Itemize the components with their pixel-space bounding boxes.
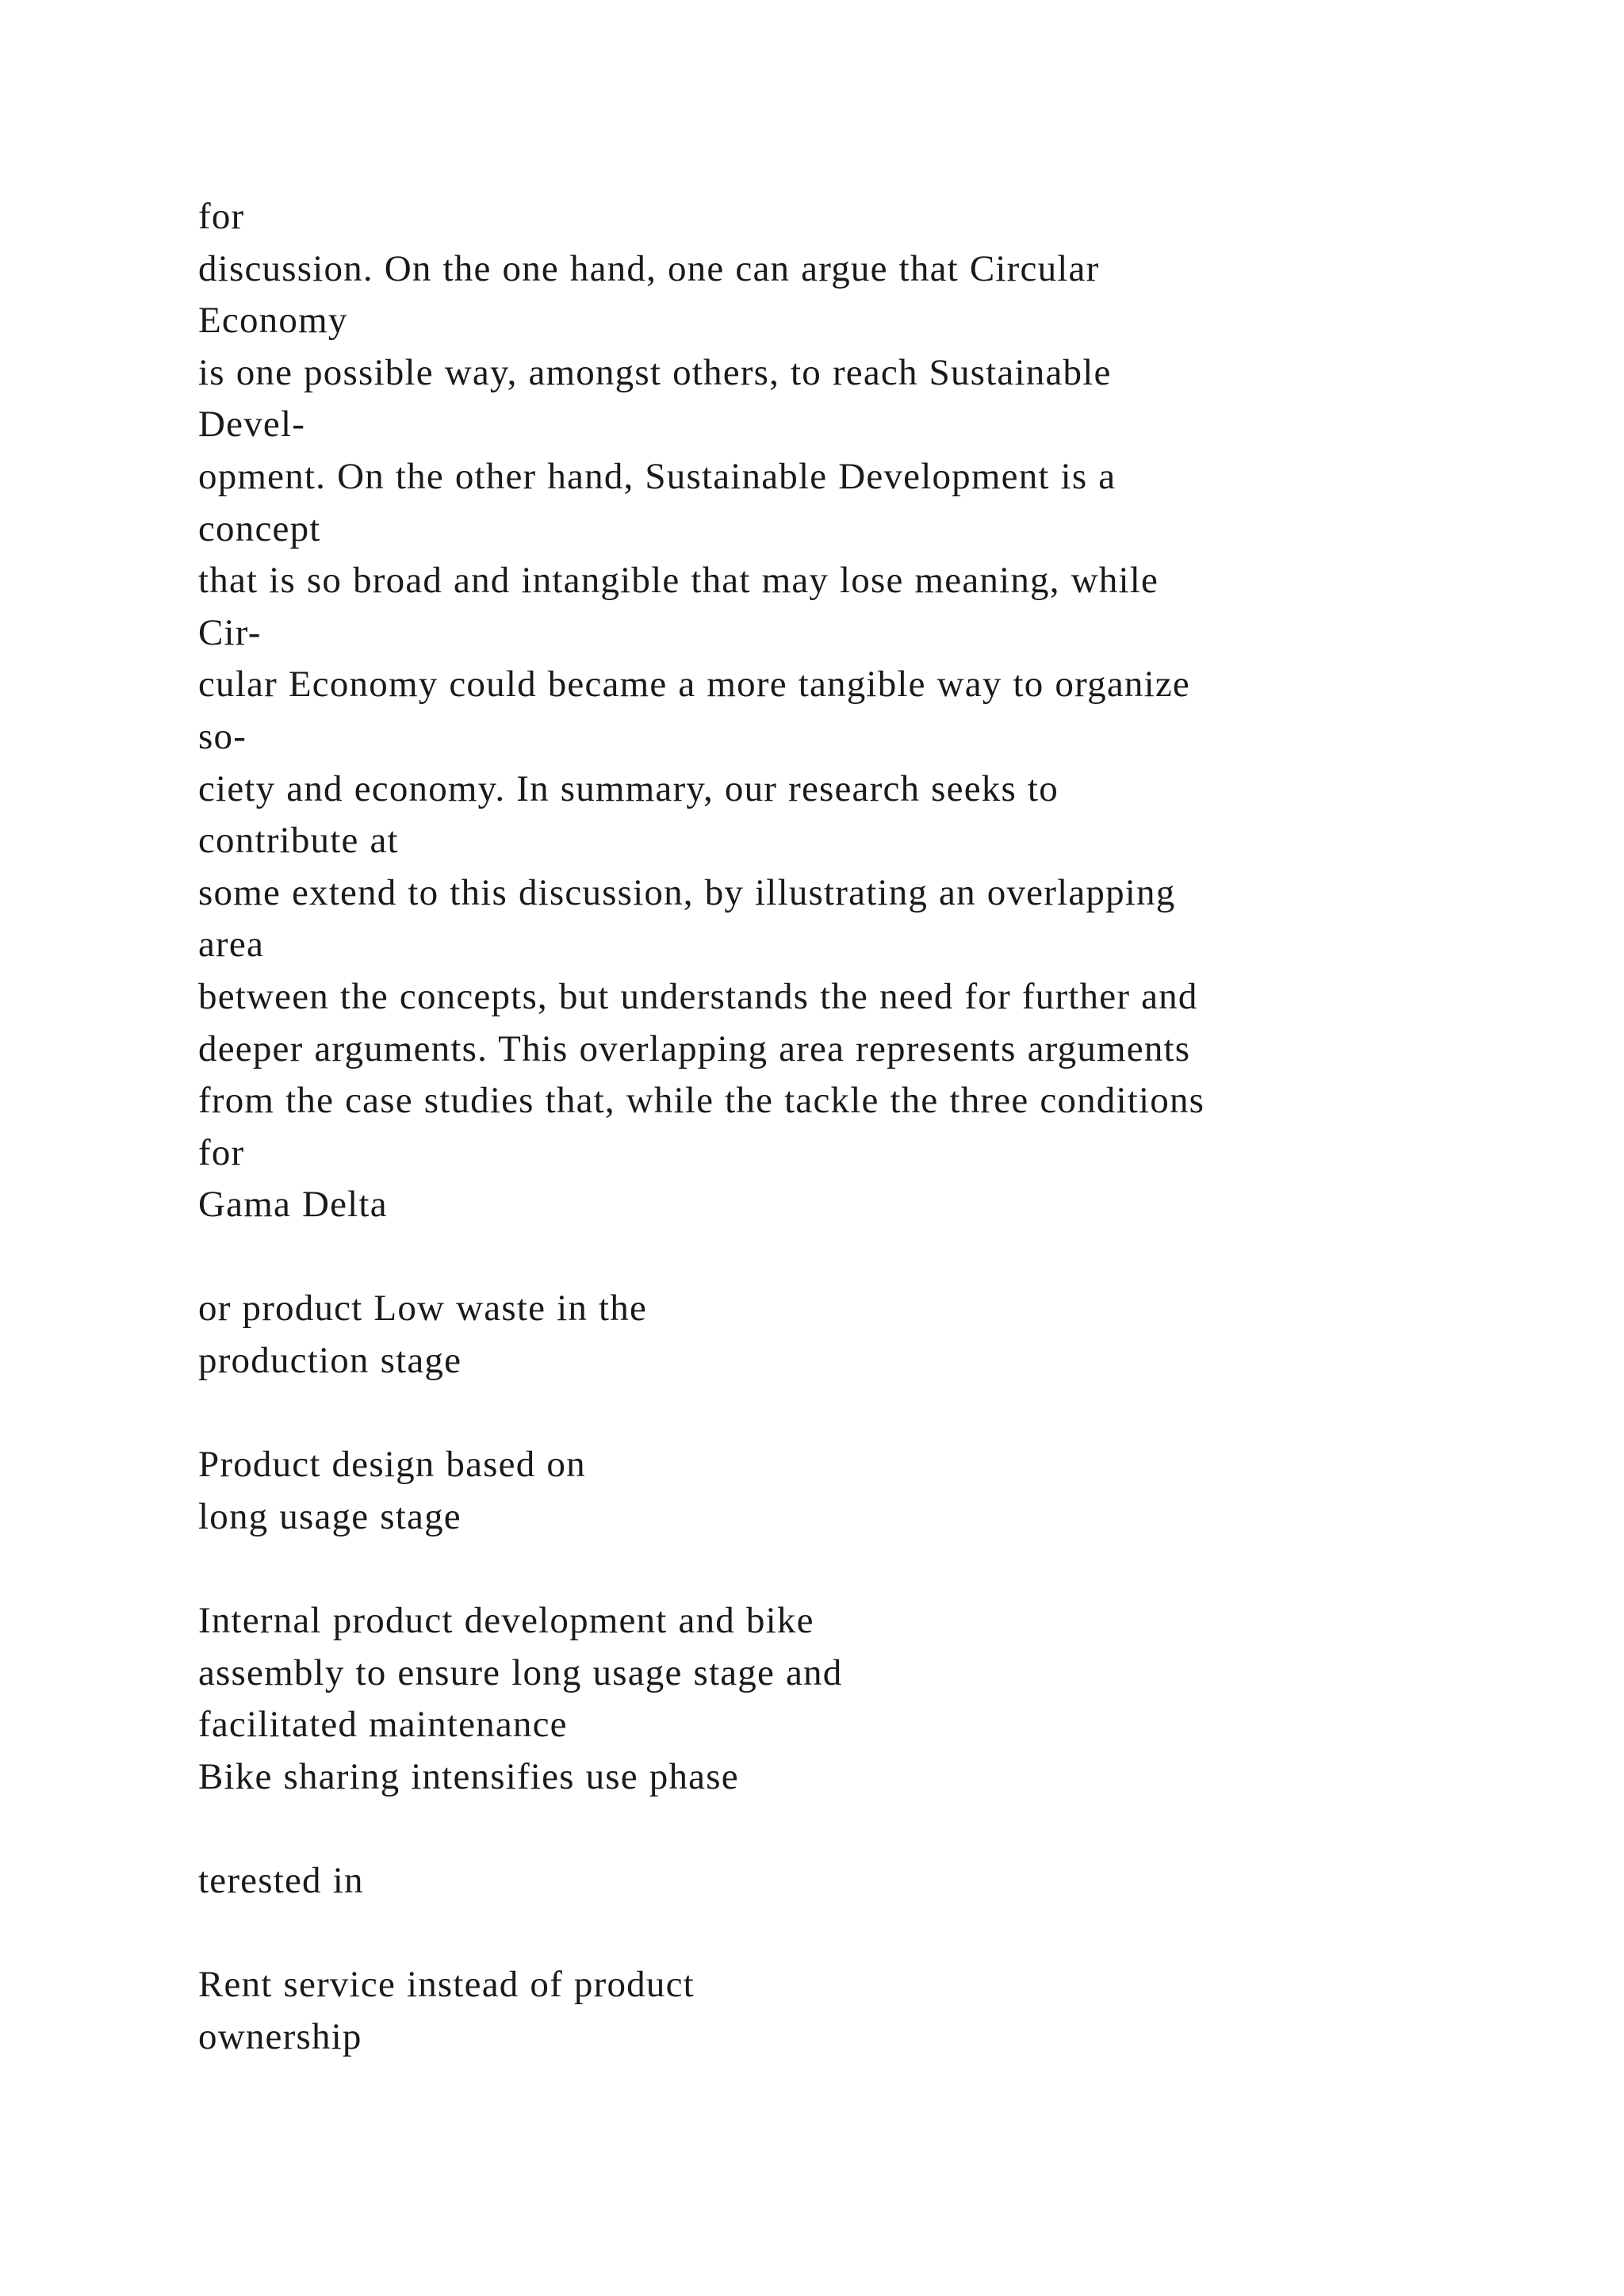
text-line: Product design based on [198, 1444, 586, 1486]
text-line: deeper arguments. This overlapping area represents arguments [198, 1027, 1191, 1070]
text-line: production stage [198, 1340, 462, 1382]
text-line: for [198, 196, 245, 237]
text-line: Devel- [198, 404, 306, 446]
text-line: Cir- [198, 611, 262, 653]
text-line: discussion. On the one hand, one can argue that Circular [198, 247, 1100, 289]
blank-line [198, 1231, 1594, 1284]
text-line: or product Low waste in the [198, 1288, 648, 1330]
text-line: long usage stage [198, 1495, 462, 1537]
text-line: from the case studies that, while the tackle the three conditions [198, 1080, 1205, 1122]
text-line: Economy [198, 300, 348, 342]
text-line: Bike sharing intensifies use phase [198, 1755, 739, 1797]
text-line: assembly to ensure long usage stage and [198, 1651, 843, 1693]
text-line: cular Economy could became a more tangible way to organize [198, 664, 1190, 706]
text-line: for [198, 1131, 245, 1173]
text-line: that is so broad and intangible that may lose meaning, while [198, 560, 1159, 602]
text-line: ciety and economy. In summary, our research seeks to [198, 767, 1059, 809]
text-line: Rent service instead of product [198, 1964, 695, 2006]
body-text [198, 191, 1594, 2063]
text-line: between the concepts, but understands the need for further and [198, 975, 1198, 1017]
blank-line [198, 1908, 1594, 1960]
text-line: is one possible way, amongst others, to reach Sustainable [198, 351, 1112, 393]
text-line: contribute at [198, 820, 399, 862]
text-line: opment. On the other hand, Sustainable Development is a [198, 455, 1116, 497]
text-line: facilitated maintenance [198, 1704, 568, 1746]
text-line: ownership [198, 2015, 362, 2057]
blank-line [198, 1803, 1594, 1855]
blank-line [198, 1387, 1594, 1440]
text-line: area [198, 924, 265, 966]
text-line: Internal product development and bike [198, 1600, 814, 1642]
text-line: concept [198, 507, 321, 549]
text-line: Gama Delta [198, 1184, 388, 1226]
text-line: terested in [198, 1860, 364, 1901]
text-line: so- [198, 715, 247, 757]
blank-line [198, 1543, 1594, 1595]
text-line: some extend to this discussion, by illustrating an overlapping [198, 871, 1176, 913]
